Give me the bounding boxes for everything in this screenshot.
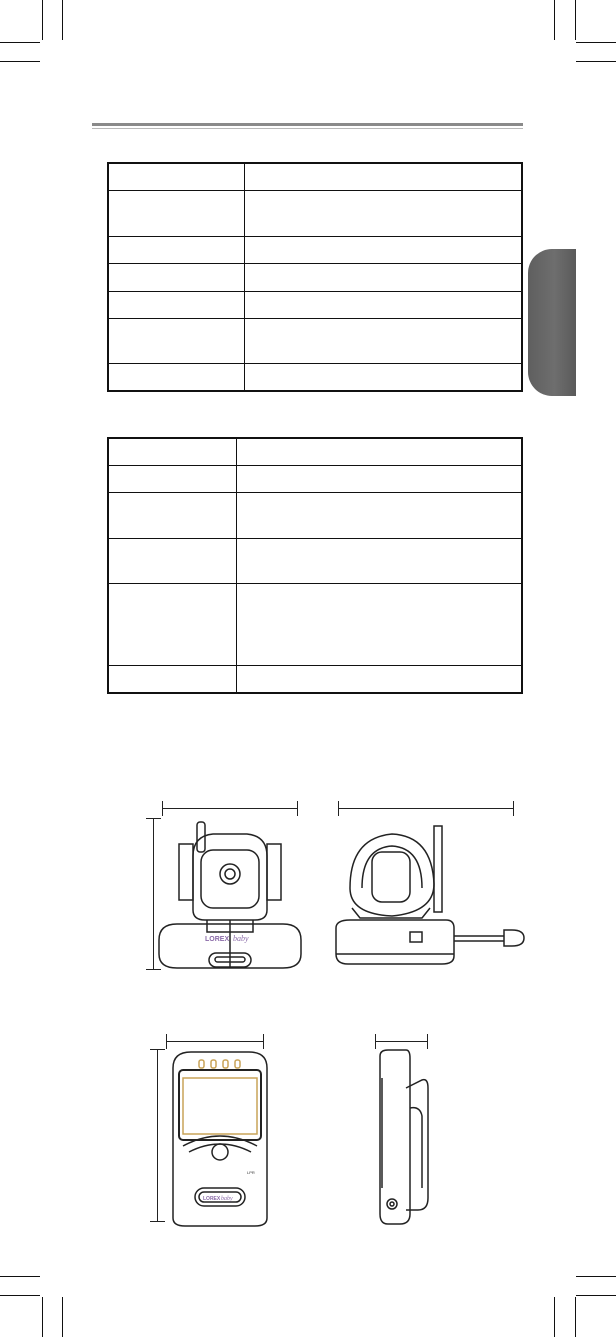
crop-mark-bottom-right-h (576, 1276, 616, 1277)
spec-label (108, 291, 244, 318)
camera-side-depth-tick-right (513, 801, 514, 816)
monitor-width-dimension (166, 1041, 264, 1042)
crop-mark-bottom-right-h2 (576, 1295, 616, 1296)
crop-mark-bottom-right-v (554, 1297, 555, 1337)
table-row (108, 538, 522, 583)
table-row (108, 190, 522, 236)
header-rule (92, 123, 523, 126)
camera-height-dimension (153, 818, 154, 970)
monitor-width-tick-right (263, 1034, 264, 1049)
camera-front-width-dimension (162, 808, 298, 809)
crop-mark-top-left-h (0, 42, 40, 43)
crop-mark-top-right-v (554, 0, 555, 40)
spec-value (236, 438, 522, 465)
spec-label (108, 538, 236, 583)
table-row (108, 236, 522, 263)
monitor-height-tick-bottom (150, 1221, 165, 1222)
camera-logo-script: baby (233, 934, 249, 943)
spec-label (108, 583, 236, 665)
crop-mark-bottom-left-h (0, 1276, 40, 1277)
table-row (108, 163, 522, 190)
camera-side-depth-tick-left (338, 801, 339, 816)
table-row (108, 465, 522, 492)
spec-label (108, 318, 244, 363)
camera-logo-text: LOREX (205, 936, 230, 943)
spec-value (236, 465, 522, 492)
monitor-logo-script: baby (221, 1196, 233, 1202)
monitor-side-illustration (370, 1048, 430, 1233)
spec-value (236, 538, 522, 583)
spec-value (244, 363, 522, 391)
crop-mark-top-left-v2 (62, 0, 63, 40)
spec-label (108, 438, 236, 465)
table-row (108, 583, 522, 665)
monitor-depth-dimension (375, 1041, 428, 1042)
spec-value (244, 263, 522, 291)
spec-value (244, 236, 522, 263)
spec-value (236, 583, 522, 665)
table-row (108, 318, 522, 363)
table-row (108, 438, 522, 465)
crop-mark-top-right-h2 (576, 61, 616, 62)
camera-front-width-tick-right (297, 801, 298, 816)
table-row (108, 263, 522, 291)
camera-front-width-tick-left (162, 801, 163, 816)
spec-label (108, 236, 244, 263)
spec-label (108, 363, 244, 391)
crop-mark-bottom-left-h2 (0, 1295, 40, 1296)
crop-mark-bottom-left-v2 (62, 1297, 63, 1337)
spec-value (236, 665, 522, 693)
camera-spec-table (107, 162, 523, 392)
spec-value (244, 190, 522, 236)
monitor-depth-tick-right (427, 1034, 428, 1049)
monitor-front-illustration (165, 1048, 275, 1233)
section-side-tab (528, 249, 576, 396)
monitor-spec-table (107, 437, 523, 694)
camera-side-illustration (330, 816, 530, 976)
monitor-height-dimension (157, 1049, 158, 1222)
table-row (108, 363, 522, 391)
spec-value (244, 163, 522, 190)
spec-value (244, 318, 522, 363)
header-rule-thin (92, 128, 523, 129)
crop-mark-bottom-left-v (42, 1297, 43, 1337)
crop-mark-top-right-v2 (575, 0, 576, 40)
crop-mark-top-left-h2 (0, 61, 40, 62)
spec-label (108, 263, 244, 291)
spec-label (108, 163, 244, 190)
monitor-height-tick-top (150, 1049, 165, 1050)
monitor-lpr-label: LPR (247, 1170, 255, 1175)
table-row (108, 291, 522, 318)
monitor-depth-tick-left (375, 1034, 376, 1049)
crop-mark-top-right-h (576, 42, 616, 43)
monitor-width-tick-left (166, 1034, 167, 1049)
spec-value (236, 492, 522, 538)
table-row (108, 492, 522, 538)
crop-mark-bottom-right-v2 (575, 1297, 576, 1337)
monitor-logo-text: LOREX (203, 1196, 221, 1202)
crop-mark-top-left-v (42, 0, 43, 40)
spec-label (108, 665, 236, 693)
spec-value (244, 291, 522, 318)
table-row (108, 665, 522, 693)
spec-label (108, 492, 236, 538)
camera-front-illustration (155, 816, 315, 976)
spec-label (108, 465, 236, 492)
spec-label (108, 190, 244, 236)
camera-side-depth-dimension (338, 808, 514, 809)
